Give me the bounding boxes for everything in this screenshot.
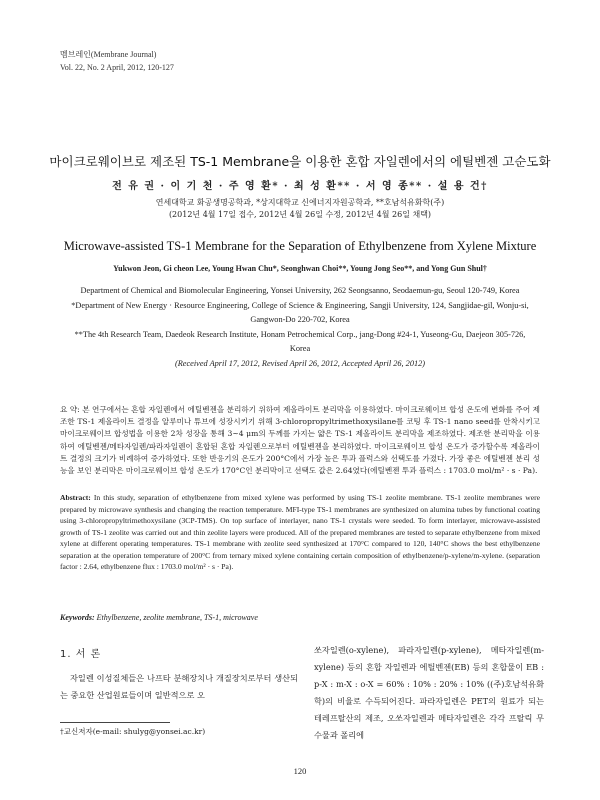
- journal-header: [60, 48, 174, 74]
- english-abstract-label: Abstract:: [60, 493, 91, 502]
- journal-volume: Vol. 22, No. 2 April, 2012, 120-127: [60, 63, 174, 72]
- intro-left-text: 자일렌 이성질체들은 나프타 분해장치나 개질장치로부터 생산되는 중요한 산업원료들이며 일반적으로 오: [60, 673, 298, 700]
- korean-affiliation-line: 연세대학교 화공생명공학과, *상지대학교 신에너지자원공학과, **호남석유화학(주): [155, 198, 445, 207]
- korean-received-dates: (2012년 4월 17일 접수, 2012년 4월 26일 수정, 2012년 4월 26일 채택): [168, 210, 432, 219]
- english-abstract-text: In this study, separation of ethylbenzene from mixed xylene was performed by using TS-1 zeolite membrane. TS-1 zeolite membranes were prepared by microwave synthesis and changing the reaction temperature. MFI-type TS-1 membranes are synthesized on alumina tubes by functional coating using 3-chloropropyltrimethoxysilane (3CP-TMS). On top surface of interlayer, nano TS-1 crystals were seeded. To form interlayer, microwave-assisted growth of TS-1 zeolite was carried out and thin zeolite layers were produced. All of the prepared membranes are tested to separate ethylbenzene from mixed xylene at different operating temperatures. TS-1 membrane with zeolite seed synthesized at 170°C compared to 120, 140°C shows the best ethylbenzene separation at the operation temperature of 200°C from ternary mixed xylene containing certain composition of ethylbenzene/p-xylene/m-xylene. (separation factor : 2.64, ethylbenzene flux : 1703.0 mol/m² · s · Pa).: [60, 493, 541, 571]
- intro-left-column: [60, 670, 298, 704]
- keywords: [60, 613, 258, 622]
- korean-abstract: [60, 404, 540, 477]
- english-received-dates: (Received April 17, 2012, Revised April 26, 2012, Accepted April 26, 2012): [174, 358, 426, 368]
- korean-authors: 전 유 권 · 이 기 천 · 주 영 환* · 최 성 환** · 서 영 종** · 설 용 건†: [112, 181, 488, 192]
- korean-affiliations: [40, 197, 560, 221]
- english-authors: Yukwon Jeon, Gi cheon Lee, Young Hwan Chu*, Seonghwan Choi**, Young Jong Seo**, and Yong Gun Shul†: [113, 264, 487, 273]
- intro-right-column: [314, 642, 544, 744]
- page-number: 120: [293, 766, 307, 776]
- affiliation-sangji: *Department of New Energy · Resource Engineering, College of Science & Engineering, Sangji University, 124, Sangjidae-gil, Wonju-si, Gangwon-Do 220-702, Korea: [71, 300, 529, 324]
- journal-name: 멤브레인(Membrane Journal): [60, 50, 157, 59]
- korean-abstract-label: 요 약:: [60, 405, 80, 414]
- keywords-label: Keywords:: [60, 613, 95, 622]
- korean-abstract-text: 본 연구에서는 혼합 자일렌에서 에틸벤젠을 분리하기 위하여 제올라이트 분리막을 이용하였다. 마이크로웨이브 합성 온도에 변화를 주어 제조한 TS-1 제올라이트 결정을 알루미나 튜브에 성장시키기 위해 3-chloropropyltrimethoxysilane를 코팅 후 TS-1 nano seed를 안착시키고 마이크로웨이브 합성법을 이용한 2차 성장을 통해 3~4 μm의 두께를 가지는 얇은 TS-1 제올라이트 분리막을 제조하였다. 제조한 분리막을 이용하여 에틸벤젠/메타자일렌/파라자일렌이 혼합된 혼합 자일렌으로부터 에틸벤젠을 분리하였다. 마이크로웨이브 합성 온도가 증가할수록 제올라이트 결정의 크기가 비례하여 증가하였다. 또한 반응기의 온도가 200°C에서 가장 높은 투과 플럭스와 선택도를 가졌다. 가장 좋은 에틸벤젠 분리 성능을 보인 분리막은 마이크로웨이브 합성 온도가 170°C인 분리막이고 선택도 값은 2.64였다(에틸벤젠 투과 플럭스 : 1703.0 mol/m² · s · Pa).: [60, 405, 540, 476]
- footnote: †교신저자(e-mail: shulyg@yonsei.ac.kr): [60, 727, 206, 736]
- english-title: Microwave-assisted TS-1 Membrane for the Separation of Ethylbenzene from Xylene Mixture: [63, 239, 537, 253]
- keywords-text: Ethylbenzene, zeolite membrane, TS-1, microwave: [96, 613, 258, 622]
- affiliation-honam: **The 4th Research Team, Daedeok Research Institute, Honam Petrochemical Corp., jang-Dong #24-1, Yuseong-Gu, Daejeon 305-726, Korea: [74, 329, 526, 353]
- english-abstract: [60, 492, 540, 573]
- korean-title: 마이크로웨이브로 제조된 TS-1 Membrane을 이용한 혼합 자일렌에서의 에틸벤젠 고순도화: [49, 154, 551, 169]
- intro-right-text: 쏘자일렌(o-xylene), 파라자일렌(p-xylene), 메타자일렌(m-xylene) 등의 혼합 자일렌과 에틸벤젠(EB) 등의 혼합물이 EB : p-X : m-X : o-X = 60% : 10% : 20% : 10% ((주)호남석유화학)의 비율로 수득되어진다. 파라자일렌은 PET의 원료가 되는 테레프탈산의 제조, 오쏘자일렌과 메타자일렌은 각각 프탈릭 무수물과 폴리에: [314, 645, 544, 740]
- section-title: 1. 서 론: [60, 649, 102, 660]
- english-affiliations: [70, 284, 530, 371]
- affiliation-yonsei: Department of Chemical and Biomolecular Engineering, Yonsei University, 262 Seongsanno, Seodaemun-gu, Seoul 120-749, Korea: [80, 286, 520, 295]
- footnote-divider: [60, 722, 170, 723]
